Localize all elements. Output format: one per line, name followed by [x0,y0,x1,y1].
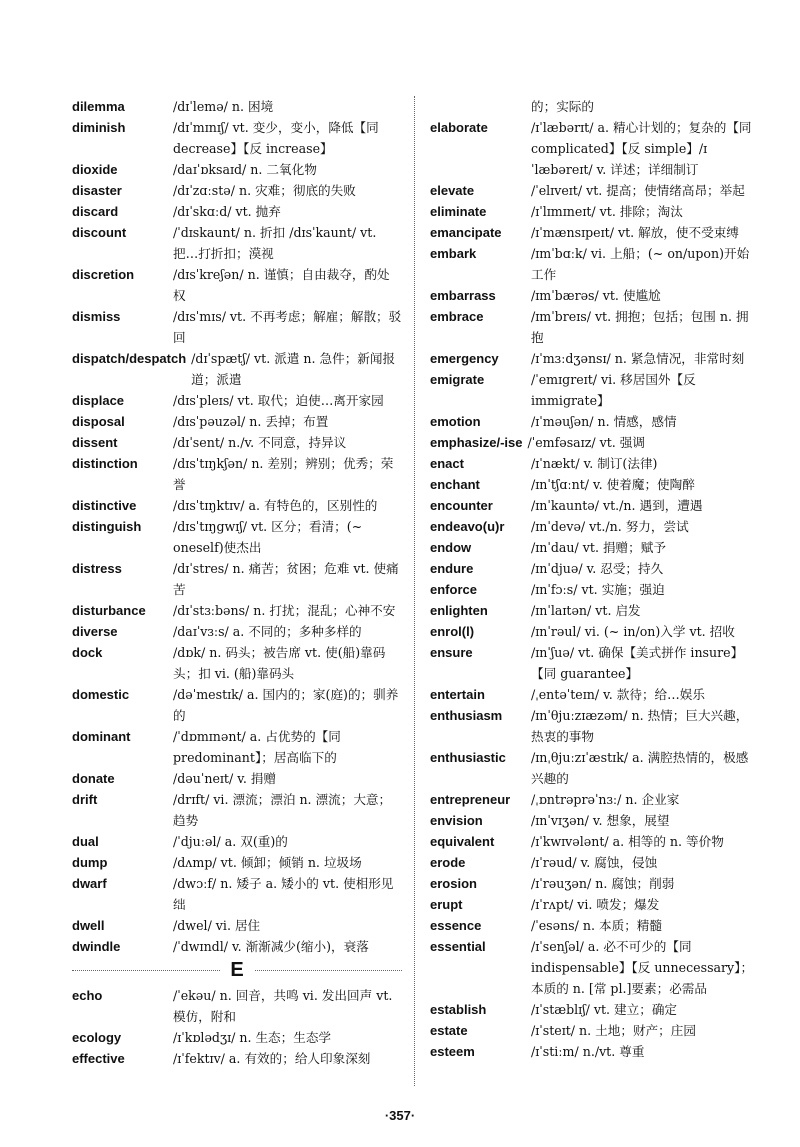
headword: endeavo(u)r [430,519,505,534]
dictionary-entry [72,642,402,684]
dictionary-entry [430,936,760,999]
headword: emigrate [430,372,485,387]
definition: /ɪnˈrəul/ vi. (~ in/on)入学 vt. 招收 [531,624,735,639]
headword: embrace [430,309,484,324]
headword: donate [72,771,115,786]
headword: effective [72,1051,125,1066]
headword: domestic [72,687,130,702]
dictionary-entry [430,810,760,831]
dictionary-entry [430,558,760,579]
headword: endure [430,561,474,576]
headword: establish [430,1002,487,1017]
definition: /ɪˈrʌpt/ vi. 喷发；爆发 [531,897,660,912]
dictionary-entry [72,726,402,768]
definition: /dɒk/ n. 码头；被告席 vt. 使(船)靠码头；扣 vi. (船)靠码头 [173,645,386,681]
definition: /ˈdɒmɪnənt/ a. 占优势的【同 predominant】；居高临下的 [173,729,341,765]
dictionary-entry [430,999,760,1020]
definition: /ɪˈməuʃən/ n. 情感，感情 [531,414,677,429]
definition: /ɪnˈkauntə/ vt./n. 遇到，遭遇 [531,498,703,513]
headword: emancipate [430,225,502,240]
definition: /ɪˈstæblɪʃ/ vt. 建立；确定 [531,1002,678,1017]
dictionary-entry [430,600,760,621]
definition: /dəˈmestɪk/ a. 国内的；家(庭)的；驯养的 [173,687,399,723]
dictionary-entry [430,201,760,222]
dictionary-entry [72,453,402,495]
definition: /ˈemɪgreɪt/ vi. 移居国外【反 immigrate】 [531,372,696,408]
dictionary-entry [72,1027,402,1048]
dictionary-entry [430,579,760,600]
definition: /drɪft/ vi. 漂流；漂泊 n. 漂流；大意；趋势 [173,792,392,828]
right-column [430,96,760,1062]
dictionary-entry [72,348,402,390]
definition: /dɪsˈtɪŋgwɪʃ/ vt. 区分；看清；(~ oneself)使杰出 [173,519,363,555]
headword: dissent [72,435,118,450]
dictionary-entry [72,600,402,621]
headword: enthusiasm [430,708,503,723]
definition: /dɪˈzɑːstə/ n. 灾难；彻底的失败 [173,183,356,198]
definition: /ˌentəˈteɪn/ v. 款待；给…娱乐 [531,687,705,702]
dictionary-entry [430,747,760,789]
headword: ensure [430,645,473,660]
headword: entrepreneur [430,792,511,807]
definition: /dɪˈstres/ n. 痛苦；贫困；危难 vt. 使痛苦 [173,561,399,597]
headword: dilemma [72,99,125,114]
definition: /daɪˈɒksaɪd/ n. 二氧化物 [173,162,317,177]
headword: erupt [430,897,463,912]
dictionary-entry [72,621,402,642]
headword: enact [430,456,464,471]
headword: enchant [430,477,480,492]
dictionary-entry [430,222,760,243]
definition: /ɪˈrəud/ v. 腐蚀，侵蚀 [531,855,658,870]
definition: /ɪˈsenʃəl/ a. 必不可少的【同 indispensable】【反 unnecessary】；本质的 n. [常 pl.]要素；必需品 [531,939,754,996]
definition: /ɪˈkɒlədʒɪ/ n. 生态；生态学 [173,1030,332,1045]
column-divider [414,96,415,1086]
dictionary-entry [72,915,402,936]
headword: enforce [430,582,477,597]
definition: /ˈemfəsaɪz/ vt. 强调 [527,435,645,450]
dictionary-entry [430,873,760,894]
dictionary-entry [72,789,402,831]
definition: /daɪˈvɜːs/ a. 不同的；多种多样的 [173,624,362,639]
dictionary-entry [72,558,402,600]
headword: diverse [72,624,118,639]
dictionary-entry [430,432,760,453]
dictionary-entry [430,789,760,810]
definition: /ɪˈsteɪt/ n. 土地；财产；庄园 [531,1023,696,1038]
definition: /dɪˈskɑːd/ vt. 抛弃 [173,204,281,219]
dictionary-entry [430,243,760,285]
dictionary-entry [72,852,402,873]
dictionary-entry [430,516,760,537]
headword: echo [72,988,103,1003]
dictionary-entry [72,768,402,789]
headword: encounter [430,498,493,513]
definition: /dɪsˈmɪs/ vt. 不再考虑；解雇；解散；驳回 [173,309,402,345]
definition: /dəuˈneɪt/ v. 捐赠 [173,771,277,786]
dictionary-entry [430,411,760,432]
headword: endow [430,540,472,555]
headword: distinguish [72,519,142,534]
headword: discount [72,225,127,240]
dictionary-entry [430,894,760,915]
definition: /dɪsˈtɪŋkʃən/ n. 差别；辨别；优秀；荣誉 [173,456,394,492]
dictionary-entry [72,264,402,306]
definition: /ɪˈmænsɪpeɪt/ vt. 解放，使不受束缚 [531,225,739,240]
dictionary-entry [72,159,402,180]
headword: enlighten [430,603,488,618]
definition: /ɪnˈdjuə/ v. 忍受；持久 [531,561,664,576]
definition: 的；实际的 [531,99,594,114]
page-number: ·357· [384,1108,416,1123]
dictionary-entry [430,852,760,873]
dictionary-entry [430,180,760,201]
headword: dwarf [72,876,107,891]
dictionary-entry [430,348,760,369]
dictionary-entry [72,117,402,159]
definition: /ˈdjuːəl/ a. 双(重)的 [173,834,288,849]
dictionary-entry [72,306,402,348]
headword: enthusiastic [430,750,506,765]
headword: elevate [430,183,475,198]
dictionary-entry [72,831,402,852]
definition: /dwɔːf/ n. 矮子 a. 矮小的 vt. 使相形见绌 [173,876,394,912]
definition: /ˈdɪskaunt/ n. 折扣 /dɪsˈkaunt/ vt. 把…打折扣；漠视 [173,225,377,261]
headword: ecology [72,1030,122,1045]
headword: dump [72,855,108,870]
definition: /ɪnˌθjuːzɪˈæstɪk/ a. 满腔热情的，极感兴趣的 [531,750,749,786]
dictionary-entry [72,873,402,915]
headword: elaborate [430,120,488,135]
definition: /ɪˈrəuʒən/ n. 腐蚀；削弱 [531,876,675,891]
headword: emergency [430,351,499,366]
headword: enrol(l) [430,624,475,639]
definition: /ˈesəns/ n. 本质；精髓 [531,918,662,933]
headword: diminish [72,120,126,135]
definition: /dwel/ vi. 居住 [173,918,261,933]
dictionary-entry [430,705,760,747]
dictionary-entry [430,1020,760,1041]
headword: estate [430,1023,468,1038]
dictionary-entry [72,411,402,432]
left-column [72,96,402,1069]
headword: dual [72,834,99,849]
headword: discard [72,204,119,219]
definition: /dɪsˈtɪŋktɪv/ a. 有特色的，区别性的 [173,498,378,513]
headword: disturbance [72,603,146,618]
dictionary-entry [430,285,760,306]
definition: /dɪsˈkreʃən/ n. 谨慎；自由裁夺，酌处权 [173,267,390,303]
dictionary-entry [72,432,402,453]
headword: esteem [430,1044,475,1059]
headword: equivalent [430,834,495,849]
headword: eliminate [430,204,487,219]
definition: /ɪnˈʃuə/ vt. 确保【美式拼作 insure】【同 guarantee】 [531,645,744,681]
dictionary-entry [430,453,760,474]
headword: displace [72,393,125,408]
dictionary-entry [430,369,760,411]
definition: /ɪˈfektɪv/ a. 有效的；给人印象深刻 [173,1051,371,1066]
headword: emphasize/-ise [430,435,523,450]
dictionary-entry [430,306,760,348]
headword: dock [72,645,103,660]
dictionary-entry [72,1048,402,1069]
definition: /dɪˈstɜːbəns/ n. 打扰；混乱；心神不安 [173,603,396,618]
dictionary-entry [72,390,402,411]
headword: dwindle [72,939,121,954]
definition: /dɪsˈpleɪs/ vt. 取代；迫使…离开家园 [173,393,384,408]
headword: disaster [72,183,122,198]
dictionary-entry [72,516,402,558]
definition: /ɪmˈbærəs/ vt. 使尴尬 [531,288,661,303]
definition: /ɪmˈbɑːk/ vi. 上船；(~ on/upon)开始工作 [531,246,750,282]
headword: distinctive [72,498,137,513]
dictionary-entry [430,537,760,558]
headword: disposal [72,414,125,429]
headword: dwell [72,918,105,933]
dictionary-entry [430,915,760,936]
headword: emotion [430,414,481,429]
headword: distinction [72,456,138,471]
dictionary-entry [430,96,760,117]
headword: essence [430,918,482,933]
headword: distress [72,561,122,576]
dictionary-entry [72,684,402,726]
dictionary-entry [72,936,402,957]
definition: /ˈelɪveɪt/ vt. 提高；使情绪高昂；举起 [531,183,745,198]
definition: /ɪnˈdau/ vt. 捐赠；赋予 [531,540,666,555]
headword: dispatch/despatch [72,351,187,366]
definition: /ɪˈstiːm/ n./vt. 尊重 [531,1044,645,1059]
definition: /ɪˈkwɪvələnt/ a. 相等的 n. 等价物 [531,834,724,849]
section-letter: E [220,959,253,981]
headword: envision [430,813,483,828]
definition: /ɪnˈlaɪtən/ vt. 启发 [531,603,641,618]
dictionary-entry [72,96,402,117]
definition: /dʌmp/ vt. 倾卸；倾销 n. 垃圾场 [173,855,362,870]
definition: /ɪnˈθjuːzɪæzəm/ n. 热情；巨大兴趣，热衷的事物 [531,708,749,744]
headword: entertain [430,687,485,702]
definition: /ˌɒntrəprəˈnɜː/ n. 企业家 [531,792,680,807]
dictionary-entry [430,831,760,852]
definition: /ɪnˈdevə/ vt./n. 努力，尝试 [531,519,689,534]
dictionary-entry [72,180,402,201]
headword: dominant [72,729,131,744]
section-heading [72,957,402,983]
headword: erosion [430,876,477,891]
dictionary-entry [72,201,402,222]
headword: dioxide [72,162,118,177]
headword: embark [430,246,477,261]
definition: /dɪsˈpəuzəl/ n. 丢掉；布置 [173,414,329,429]
definition: /dɪˈmɪnɪʃ/ vt. 变少，变小，降低【同 decrease】【反 increase】 [173,120,379,156]
definition: /dɪˈspætʃ/ vt. 派遣 n. 急件；新闻报道；派遣 [191,351,396,387]
headword: discretion [72,267,135,282]
definition: /ˈekəu/ n. 回音，共鸣 vi. 发出回声 vt. 模仿，附和 [173,988,393,1024]
dictionary-entry [72,985,402,1027]
dictionary-entry [430,117,760,180]
dictionary-entry [430,495,760,516]
dictionary-entry [72,222,402,264]
definition: /ˈdwɪndl/ v. 渐渐减少(缩小)，衰落 [173,939,369,954]
dictionary-entry [430,474,760,495]
definition: /ɪˈlɪmɪneɪt/ vt. 排除；淘汰 [531,204,683,219]
dictionary-entry [430,1041,760,1062]
headword: embarrass [430,288,496,303]
dictionary-entry [430,621,760,642]
definition: /ɪnˈtʃɑːnt/ v. 使着魔；使陶醉 [531,477,695,492]
definition: /dɪˈlemə/ n. 困境 [173,99,274,114]
dictionary-entry [430,642,760,684]
definition: /ɪˈlæbərɪt/ a. 精心计划的；复杂的【同 complicated】【反 simple】/ɪˈlæbəreɪt/ v. 详述；详细制订 [531,120,752,177]
dictionary-entry [72,495,402,516]
headword: erode [430,855,466,870]
definition: /dɪˈsent/ n./v. 不同意，持异议 [173,435,347,450]
dictionary-entry [430,684,760,705]
headword: essential [430,939,486,954]
headword: dismiss [72,309,121,324]
definition: /ɪnˈvɪʒən/ v. 想象，展望 [531,813,670,828]
definition: /ɪnˈfɔːs/ vt. 实施；强迫 [531,582,665,597]
definition: /ɪmˈbreɪs/ vt. 拥抱；包括；包围 n. 拥抱 [531,309,749,345]
definition: /ɪˈmɜːdʒənsɪ/ n. 紧急情况，非常时刻 [531,351,745,366]
definition: /ɪˈnækt/ v. 制订(法律) [531,456,658,471]
headword: drift [72,792,98,807]
